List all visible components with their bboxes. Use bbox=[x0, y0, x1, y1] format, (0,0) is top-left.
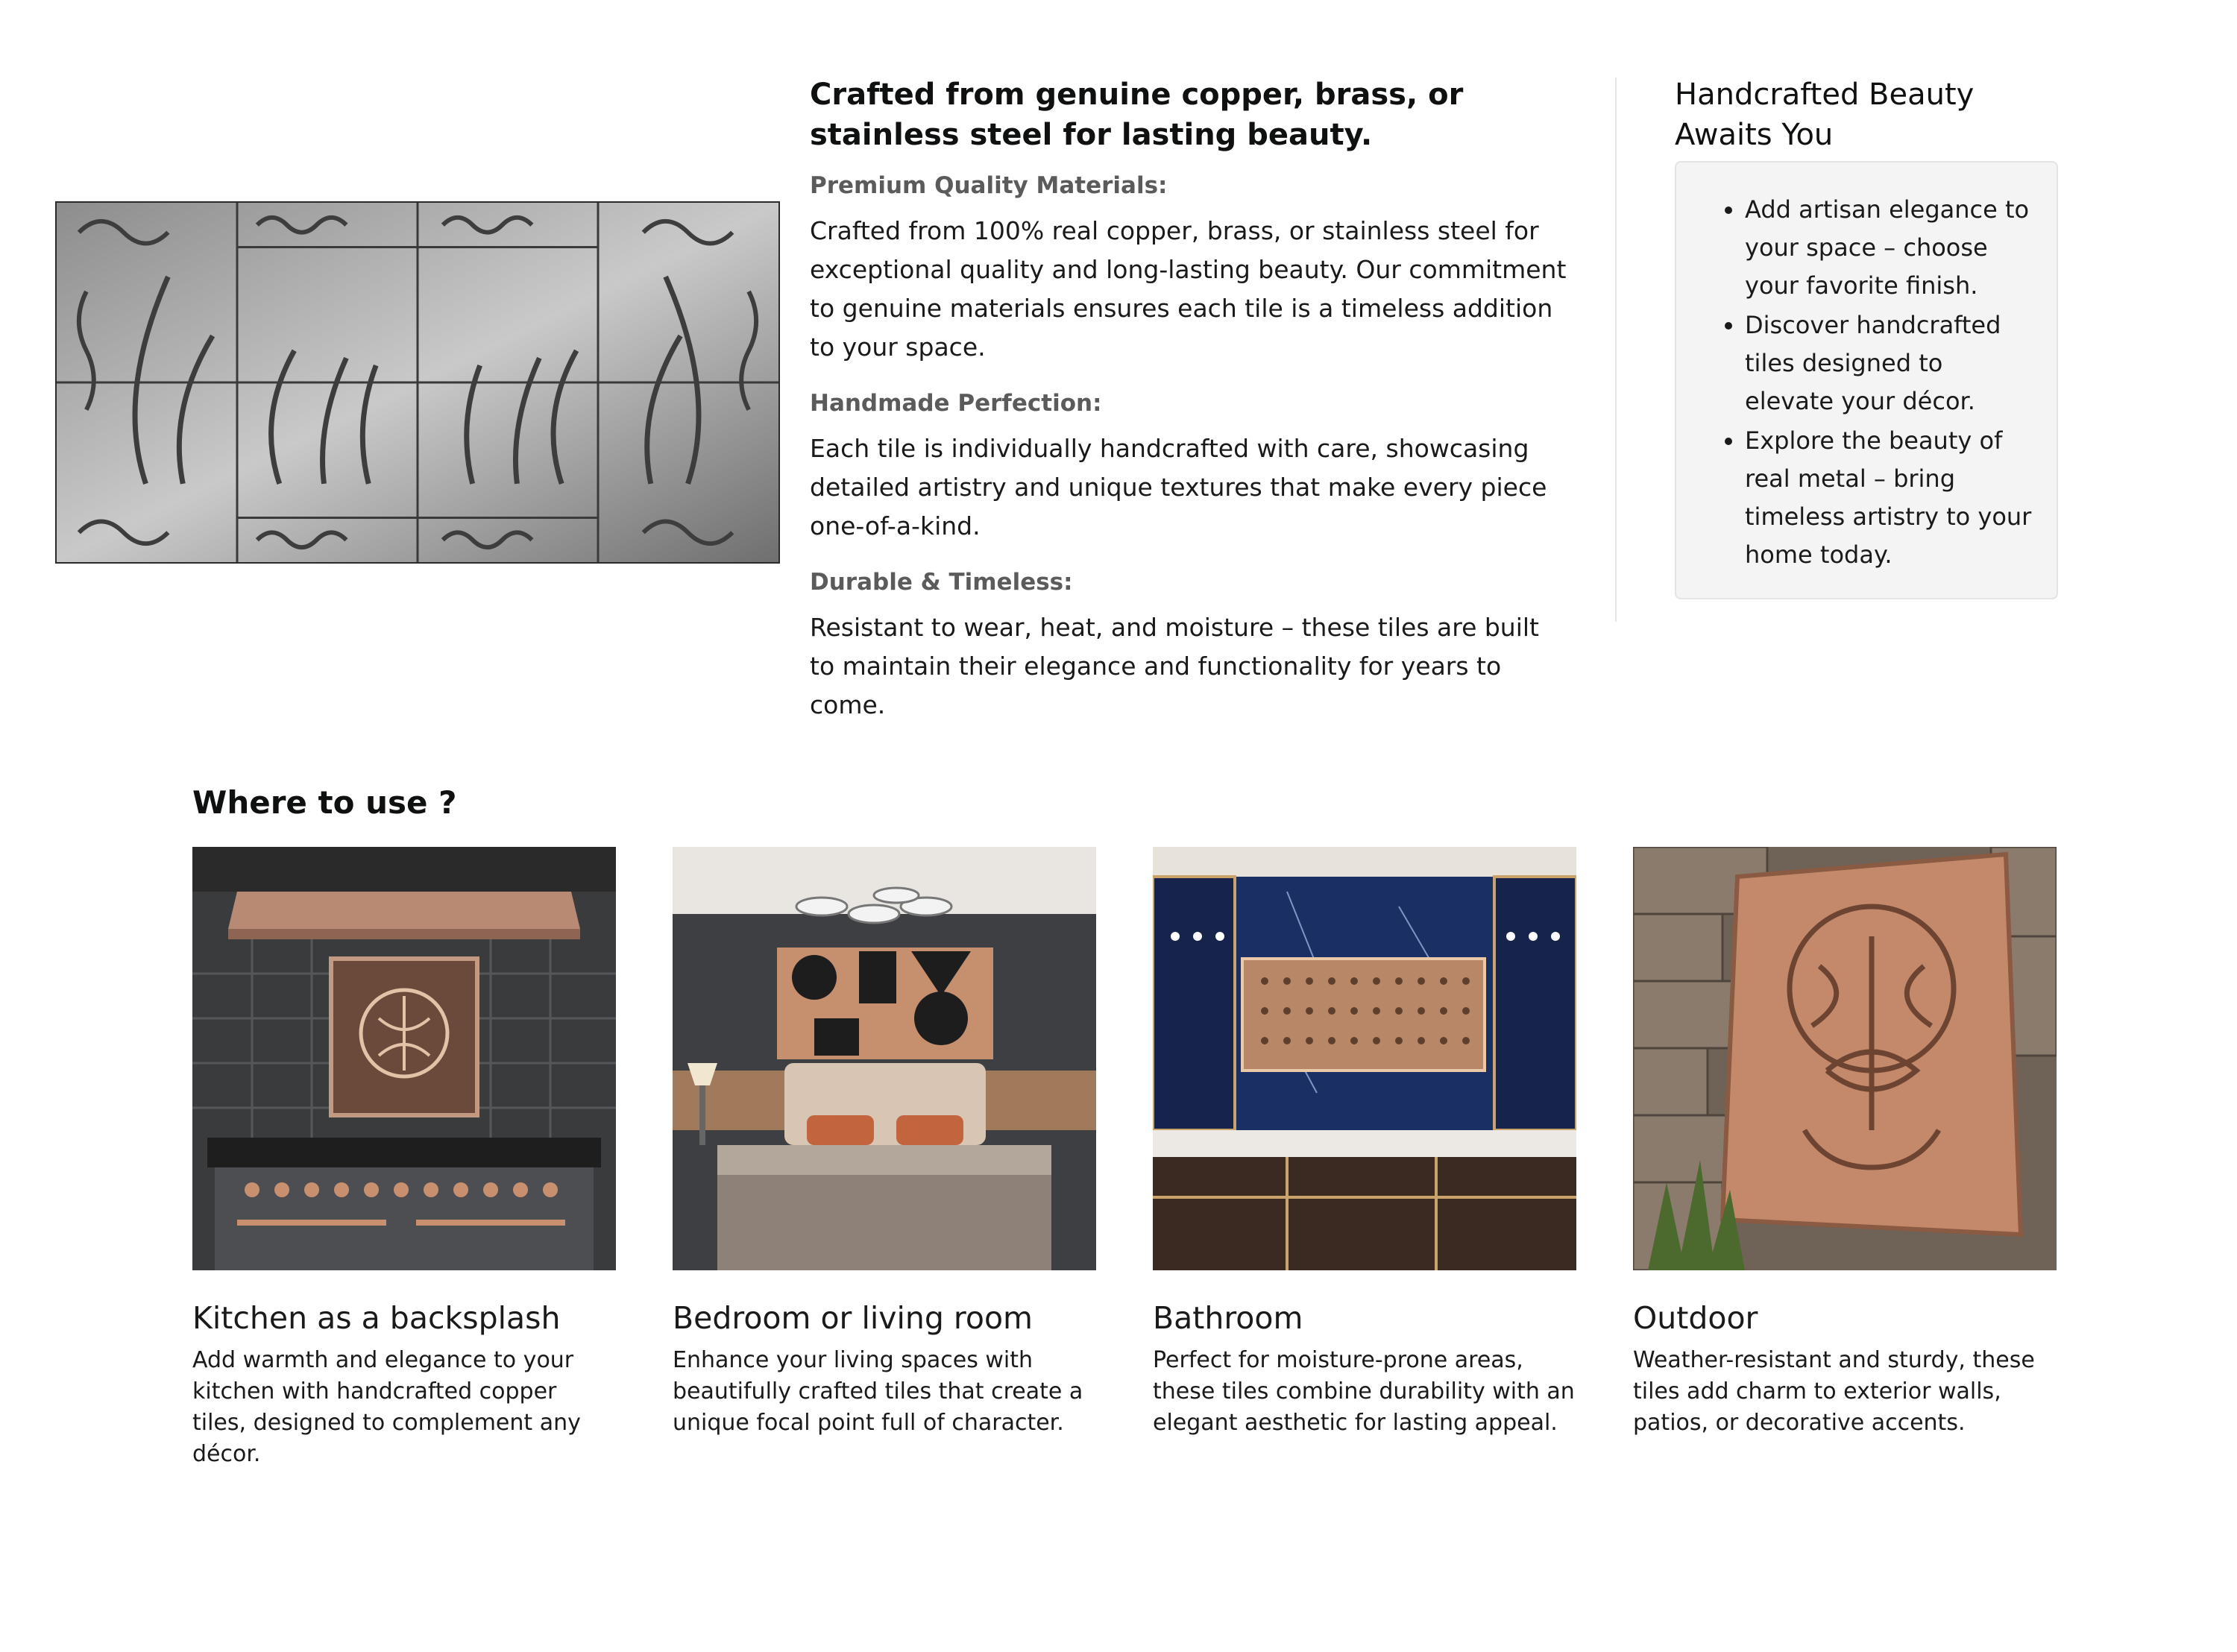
section-text-handmade: Each tile is individually handcrafted with care, showcasing detailed artistry and unique textures that make every piece one-of-a-kind. bbox=[810, 434, 1547, 540]
bedroom-image bbox=[673, 847, 1096, 1270]
use-card-bathroom bbox=[1153, 847, 1576, 1439]
steel-tile-graphic bbox=[57, 203, 778, 562]
card-title: Bathroom bbox=[1153, 1300, 1303, 1336]
outdoor-image bbox=[1633, 847, 2057, 1270]
section-text-materials: Crafted from 100% real copper, brass, or stainless steel for exceptional quality and long-lasting beauty. Our commitment to genuine materials ensures each tile is a timeless addition to your space. bbox=[810, 216, 1567, 362]
card-description: Perfect for moisture-prone areas, these tiles combine durability with an elegant aesthetic for lasting appeal. bbox=[1153, 1347, 1575, 1436]
where-to-use-heading: Where to use ? bbox=[192, 784, 457, 821]
card-title: Outdoor bbox=[1633, 1300, 1758, 1336]
bedroom-graphic bbox=[673, 847, 1096, 1270]
bathroom-image bbox=[1153, 847, 1576, 1270]
use-card-outdoor bbox=[1633, 847, 2057, 1439]
outdoor-graphic bbox=[1633, 847, 2057, 1270]
main-heading: Crafted from genuine copper, brass, or stainless steel for lasting beauty. bbox=[810, 78, 1464, 152]
sidebar-box bbox=[1675, 161, 2058, 599]
sidebar-bullet: • Explore the beauty of real metal – bring timeless artistry to your home today. bbox=[1745, 422, 2034, 574]
card-description: Weather-resistant and sturdy, these tiles add charm to exterior walls, patios, or decorative accents. bbox=[1633, 1347, 2035, 1436]
sidebar-title: Handcrafted Beauty Awaits You bbox=[1675, 78, 1975, 152]
sidebar-bullet: • Discover handcrafted tiles designed to elevate your décor. bbox=[1745, 306, 2034, 420]
column-divider bbox=[1615, 78, 1617, 622]
section-title-handmade: Handmade Perfection: bbox=[810, 390, 1102, 417]
product-description bbox=[810, 75, 1570, 745]
kitchen-graphic bbox=[192, 847, 616, 1270]
sidebar-bullet-list bbox=[1676, 163, 2057, 574]
sidebar-bullet: • Add artisan elegance to your space – choose your favorite finish. bbox=[1745, 191, 2034, 305]
use-card-kitchen bbox=[192, 847, 616, 1470]
bathroom-graphic bbox=[1153, 847, 1576, 1270]
section-title-materials: Premium Quality Materials: bbox=[810, 172, 1168, 199]
card-description: Add warmth and elegance to your kitchen with handcrafted copper tiles, designed to complement any décor. bbox=[192, 1347, 581, 1467]
card-description: Enhance your living spaces with beautifully crafted tiles that create a unique focal point full of character. bbox=[673, 1347, 1083, 1436]
section-text-durable: Resistant to wear, heat, and moisture – these tiles are built to maintain their elegance and functionality for years to come. bbox=[810, 613, 1539, 719]
card-title: Kitchen as a backsplash bbox=[192, 1300, 561, 1336]
card-title: Bedroom or living room bbox=[673, 1300, 1033, 1336]
product-tile-image bbox=[55, 201, 780, 564]
kitchen-image bbox=[192, 847, 616, 1270]
use-card-bedroom bbox=[673, 847, 1096, 1439]
section-title-durable: Durable & Timeless: bbox=[810, 569, 1073, 596]
